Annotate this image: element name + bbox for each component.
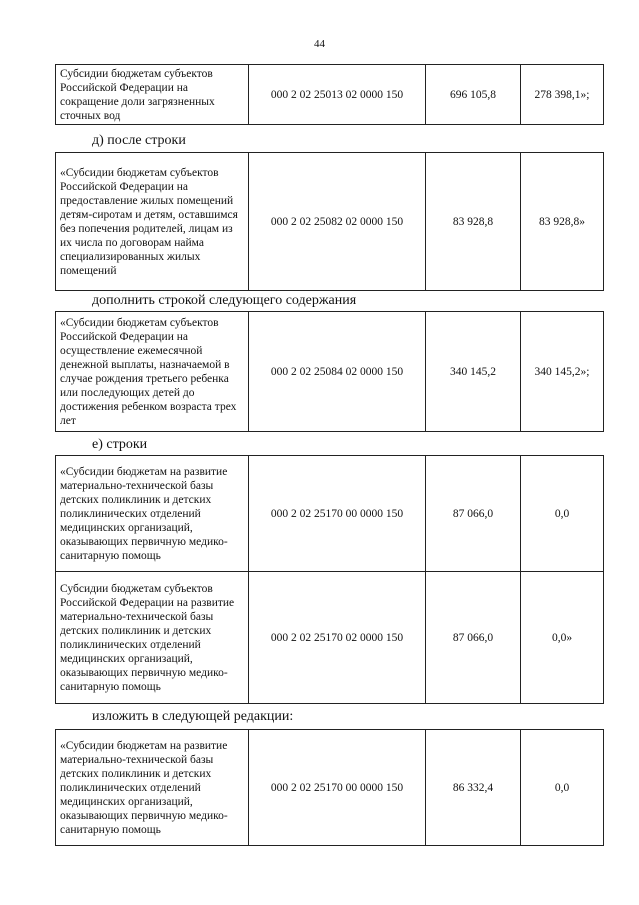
table-row: [56, 65, 604, 125]
table-row: [56, 312, 604, 432]
row-value-2: 0,0: [521, 730, 604, 846]
budget-table-5: [55, 729, 604, 846]
budget-table-4: [55, 455, 604, 704]
budget-table-3: [55, 311, 604, 432]
row-code: 000 2 02 25082 02 0000 150: [249, 153, 426, 291]
row-code: 000 2 02 25170 00 0000 150: [249, 456, 426, 572]
row-value-1: 83 928,8: [426, 153, 521, 291]
row-value-1: 696 105,8: [426, 65, 521, 125]
page-number: 44: [314, 38, 325, 50]
row-value-2: 278 398,1»;: [521, 65, 604, 125]
section-heading: изложить в следующей редакции:: [92, 709, 294, 724]
table-row: [56, 730, 604, 846]
row-value-2: 340 145,2»;: [521, 312, 604, 432]
row-code: 000 2 02 25084 02 0000 150: [249, 312, 426, 432]
row-value-2: 0,0: [521, 456, 604, 572]
row-name: «Субсидии бюджетам на развитие материально-технической базы детских поликлиник и детских поликлинических отделений медицинских организаций, оказывающих первичную медико-санитарную помощь: [56, 456, 249, 572]
row-code: 000 2 02 25013 02 0000 150: [249, 65, 426, 125]
table-row: [56, 572, 604, 704]
table-row: [56, 456, 604, 572]
row-name: «Субсидии бюджетам субъектов Российской Федерации на осуществление ежемесячной денежной выплаты, назначаемой в случае рождения третьего ребенка или последующих детей до достижения ребенком возраста трех лет: [56, 312, 249, 432]
row-name: Субсидии бюджетам субъектов Российской Федерации на сокращение доли загрязненных сточных вод: [56, 65, 249, 125]
budget-table-2: [55, 152, 604, 291]
row-value-1: 87 066,0: [426, 572, 521, 704]
budget-table-1: [55, 64, 604, 125]
row-value-2: 0,0»: [521, 572, 604, 704]
section-heading: е) строки: [92, 437, 148, 452]
row-value-2: 83 928,8»: [521, 153, 604, 291]
table-row: [56, 153, 604, 291]
row-name: «Субсидии бюджетам на развитие материально-технической базы детских поликлиник и детских поликлинических отделений медицинских организаций, оказывающих первичную медико-санитарную помощь: [56, 730, 249, 846]
section-heading: дополнить строкой следующего содержания: [92, 293, 357, 308]
row-code: 000 2 02 25170 00 0000 150: [249, 730, 426, 846]
row-value-1: 340 145,2: [426, 312, 521, 432]
section-heading: д) после строки: [92, 133, 186, 148]
row-code: 000 2 02 25170 02 0000 150: [249, 572, 426, 704]
row-name: «Субсидии бюджетам субъектов Российской Федерации на предоставление жилых помещений детям-сиротам и детям, оставшимся без попечения родителей, лицам из их числа по договорам найма специализированных жилых помещений: [56, 153, 249, 291]
row-value-1: 86 332,4: [426, 730, 521, 846]
row-value-1: 87 066,0: [426, 456, 521, 572]
row-name: Субсидии бюджетам субъектов Российской Федерации на развитие материально-технической базы детских поликлиник и детских поликлинических отделений медицинских организаций, оказывающих первичную медико-санитарную помощь: [56, 572, 249, 704]
